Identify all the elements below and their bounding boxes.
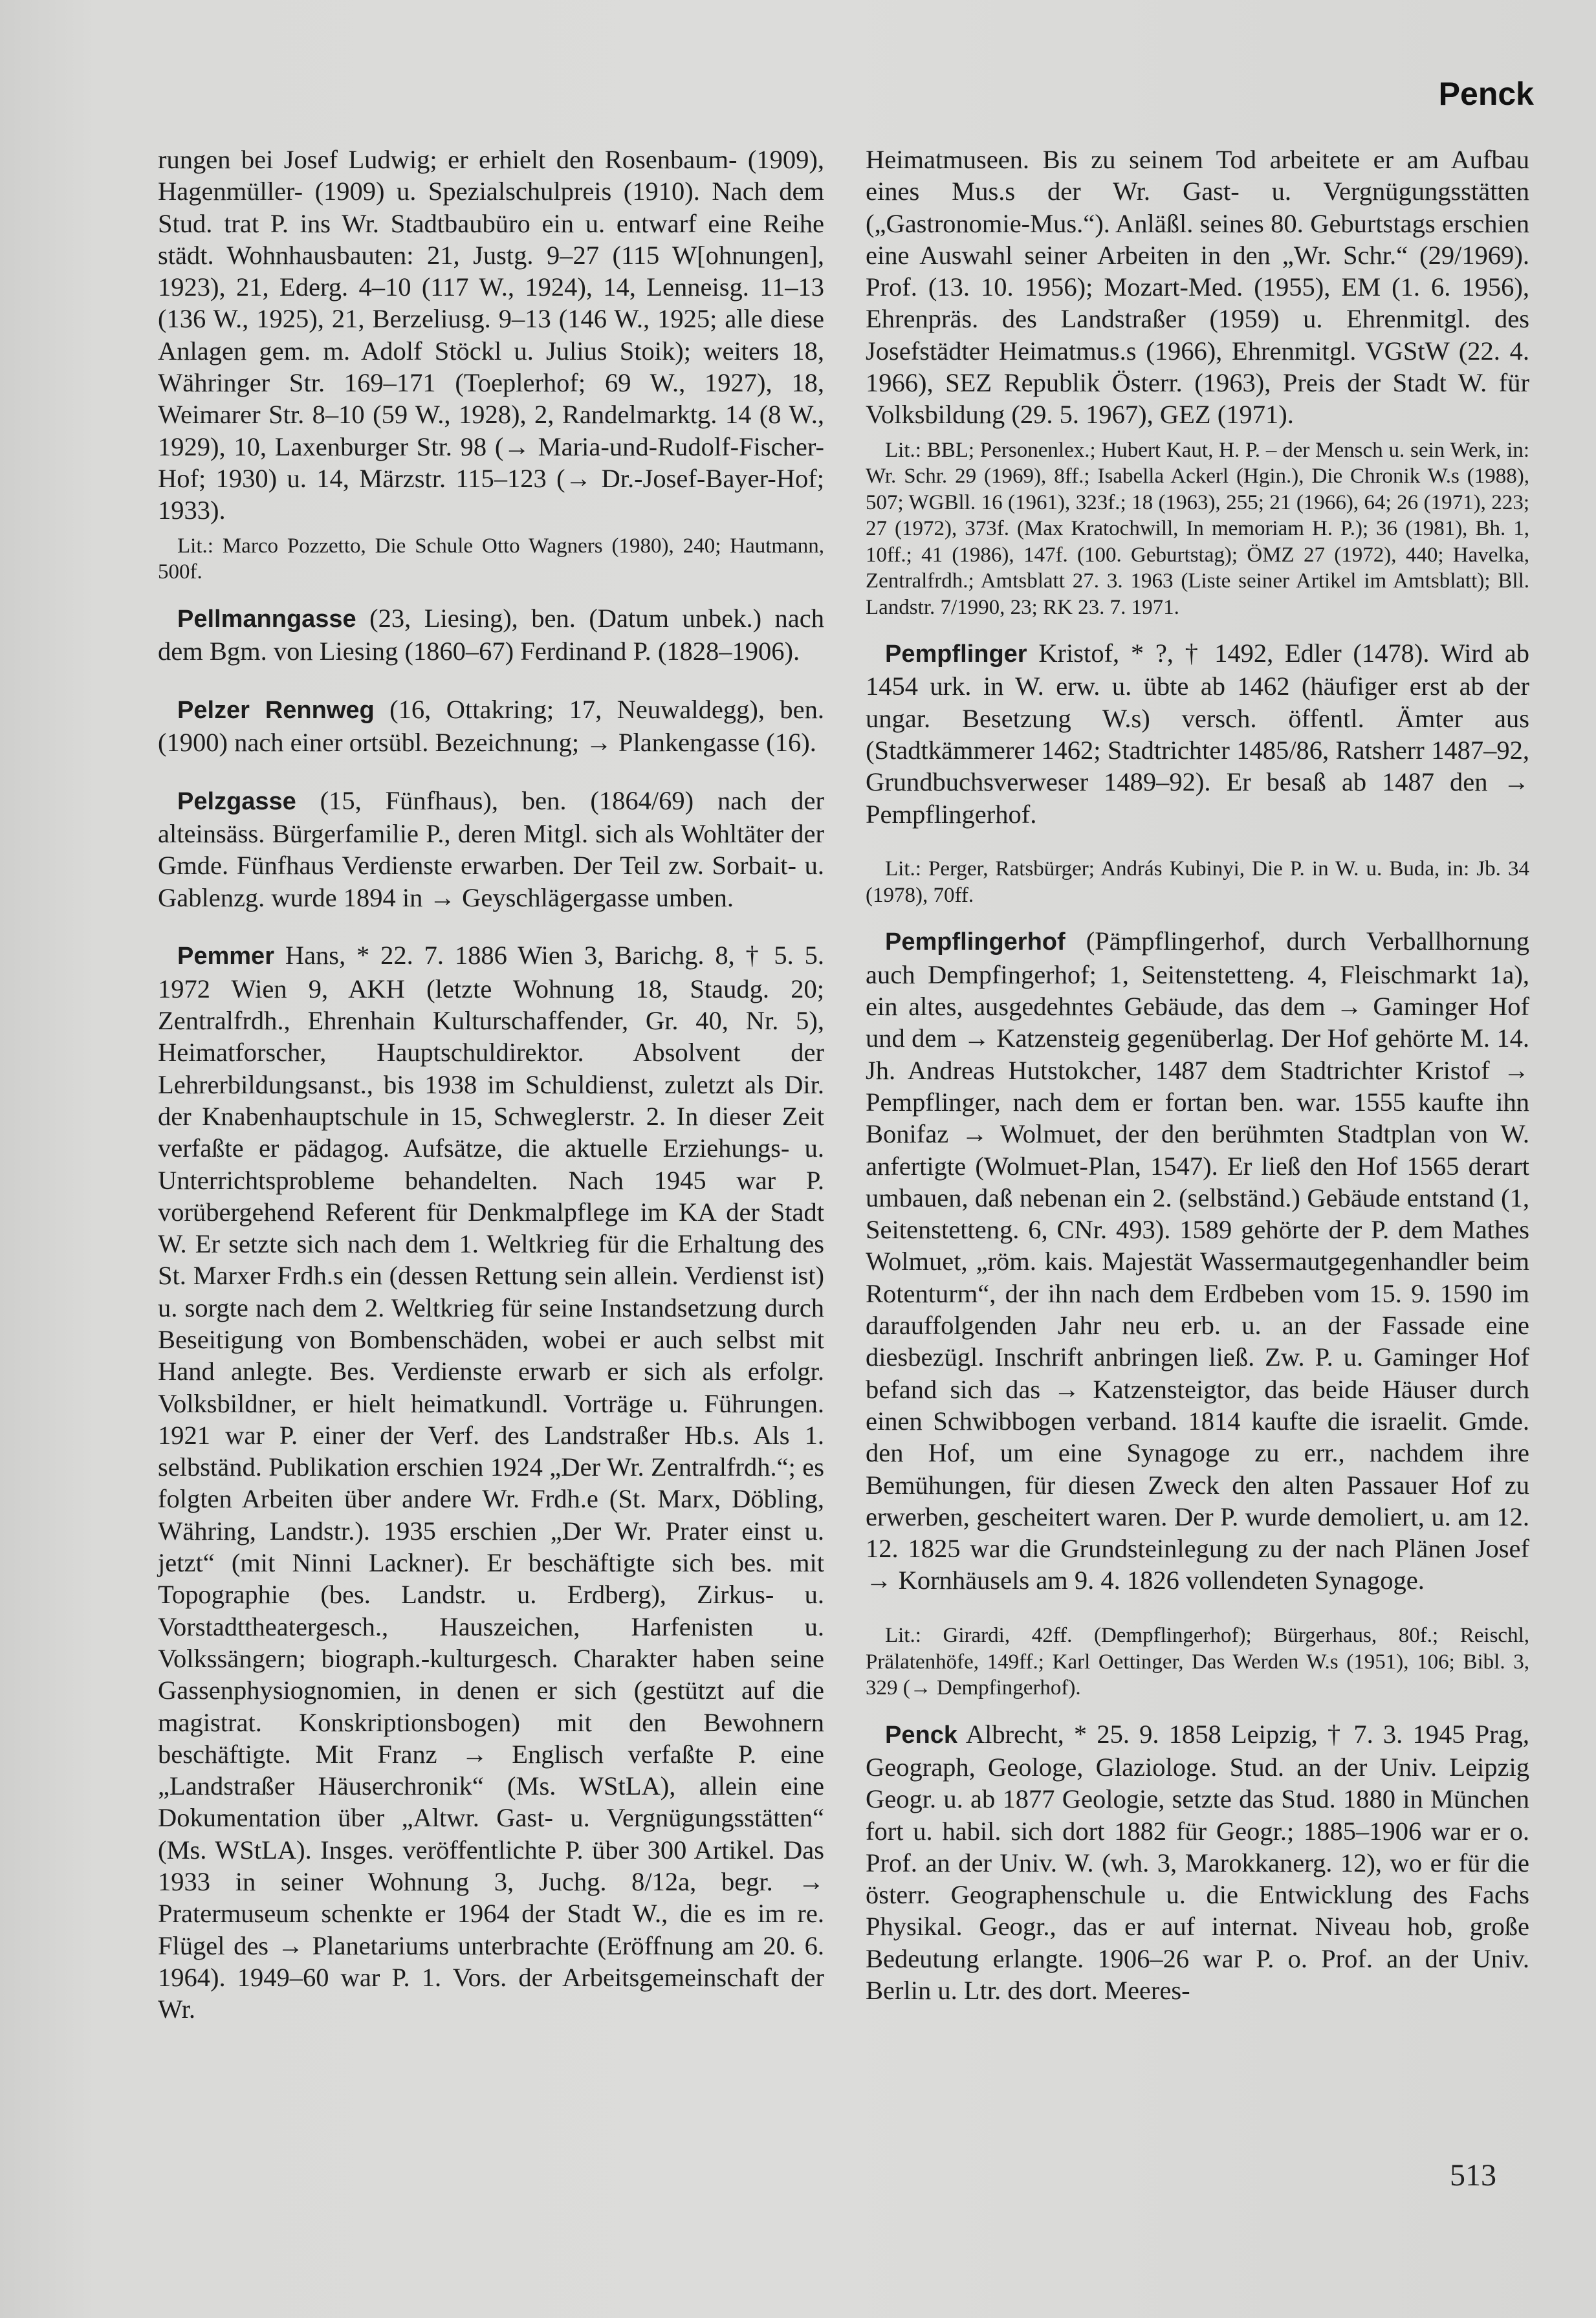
lemma: Penck bbox=[885, 1721, 957, 1749]
right-column bbox=[866, 144, 1529, 2033]
lemma: Pemmer bbox=[177, 943, 274, 970]
lemma: Pelzgasse bbox=[177, 787, 296, 815]
entry-pempflingerhof bbox=[866, 925, 1529, 1596]
left-column bbox=[158, 144, 824, 2051]
lemma: Pelzer Rennweg bbox=[177, 696, 375, 724]
lemma: Pempflingerhof bbox=[885, 928, 1066, 956]
entry-pemmer bbox=[158, 939, 824, 2025]
literature-note: Lit.: Marco Pozzetto, Die Schule Otto Wagners (1980), 240; Hautmann, 500f. bbox=[158, 534, 824, 584]
lemma: Pellmanngasse bbox=[177, 605, 356, 633]
entry-text: Hans, * 22. 7. 1886 Wien 3, Barichg. 8, † 5. 5. 1972 Wien 9, AKH (letzte Wohnung 18, Staudg. 20; Zentralfrdh., Ehrenhain Kulturschaffender, Gr. 40, Nr. 5), Heimatforscher, Hauptschuldirektor. Absolvent der Lehrerbildungsanst., bis 1938 im Schuldienst, zuletzt als Dir. der Knabenhauptschule in 15, Schweglerstr. 2. In dieser Zeit verfaßte er pädagog. Aufsätze, die aktuelle Erziehungs- u. Unterrichtsprobleme behandelten. Nach 1945 war P. vorübergehend Referent für Denkmalpflege im KA der Stadt W. Er setzte sich nach dem 1. Weltkrieg für die Erhaltung des St. Marxer Frdh.s ein (dessen Rettung sein allein. Verdienst ist) u. sorgte nach dem 2. Weltkrieg für seine Instandsetzung durch Beseitigung von Bombenschäden, wobei er auch selbst mit Hand anlegte. Bes. Verdienste erwarb er sich als erfolgr. Volksbildner, er hielt heimatkundl. Vorträge u. Führungen. 1921 war P. einer der Verf. des Landstraßer Hb.s. Als 1. selbständ. Publikation erschien 1924 „Der Wr. Zentralfrdh.“; es folgten Arbeiten über andere Wr. Frdh.e (St. Marx, Döbling, Währing, Landstr.). 1935 erschien „Der Wr. Prater einst u. jetzt“ (mit Ninni Lackner). Er beschäftigte sich bes. mit Topographie (bes. Landstr. u. Erdberg), Zirkus- u. Vorstadttheatergesch., Hauszeichen, Harfenisten u. Volkssängern; biograph.-kulturgesch. Charakter haben seine Gassenphysiognomien, in denen er sich (gestützt auf die magistrat. Konskriptionsbogen) mit den Bewohnern beschäftigte. Mit Franz → Englisch verfaßte P. eine „Landstraßer Häuserchronik“ (Ms. WStLA), allein eine Dokumentation über „Altwr. Gast- u. Vergnügungsstätten“ (Ms. WStLA). Insges. veröffentlichte P. über 300 Artikel. Das 1933 in seiner Wohnung 3, Juchg. 8/12a, begr. → Pratermuseum schenkte er 1964 der Stadt W., die es im re. Flügel des → Planetariums unterbrachte (Eröffnung am 20. 6. 1964). 1949–60 war P. 1. Vors. der Arbeitsgemeinschaft der Wr. bbox=[158, 941, 824, 2024]
literature-note: Lit.: Perger, Ratsbürger; András Kubinyi, Die P. in W. u. Buda, in: Jb. 34 (1978), 70ff. bbox=[866, 857, 1529, 907]
continuation-text: Heimatmuseen. Bis zu seinem Tod arbeitete er am Aufbau eines Mus.s der Wr. Gast- u. Vergnügungsstätten („Gastronomie-Mus.“). Anläßl. seines 80. Geburtstags erschien eine Auswahl seiner Arbeiten in den „Wr. Schr.“ (29/1969). Prof. (13. 10. 1956); Mozart-Med. (1955), EM (1. 6. 1956), Ehrenpräs. des Landstraßer (1959) u. Ehrenmitgl. des Josefstädter Heimatmus.s (1966), Ehrenmitgl. VGStW (22. 4. 1966), SEZ Republik Österr. (1963), Preis der Stadt W. für Volksbildung (29. 5. 1967), GEZ (1971). bbox=[866, 145, 1529, 430]
literature-note: Lit.: Girardi, 42ff. (Dempflingerhof); Bürgerhaus, 80f.; Reischl, Prälatenhöfe, 149ff.; Karl Oettinger, Das Werden W.s (1951), 106; Bibl. 3, 329 (→ Dempfingerhof). bbox=[866, 1624, 1529, 1700]
lemma: Pempflinger bbox=[885, 640, 1027, 668]
running-head: Penck bbox=[1438, 76, 1534, 112]
entry-text: Albrecht, * 25. 9. 1858 Leipzig, † 7. 3. 1945 Prag, Geograph, Geologe, Glaziologe. Stud. an der Univ. Leipzig Geogr. u. ab 1877 Geologie, setzte das Stud. 1880 in München fort u. habil. sich dort 1882 für Geogr.; 1885–1906 war er o. Prof. an der Univ. W. (wh. 3, Marokkanerg. 12), wo er für die österr. Geographenschule u. die Entwicklung des Fachs Physikal. Geogr., das er auf internat. Niveau hob, große Bedeutung erlangte. 1906–26 war P. o. Prof. an der Univ. Berlin u. Ltr. des dort. Meeres- bbox=[866, 1719, 1529, 2006]
entry-pellmanngasse bbox=[158, 602, 824, 668]
continuation-text: rungen bei Josef Ludwig; er erhielt den Rosenbaum- (1909), Hagenmüller- (1909) u. Spezialschulpreis (1910). Nach dem Stud. trat P. ins Wr. Stadtbaubüro ein u. entwarf eine Reihe städt. Wohnhausbauten: 21, Justg. 9–27 (115 W[ohnungen], 1923), 21, Ederg. 4–10 (117 W., 1924), 14, Lenneisg. 11–13 (136 W., 1925), 21, Berzeliusg. 9–13 (146 W., 1925; alle diese Anlagen gem. m. Adolf Stöckl u. Julius Stoik); weiters 18, Währinger Str. 169–171 (Toeplerhof; 69 W., 1927), 18, Weimarer Str. 8–10 (59 W., 1928), 2, Randelmarktg. 14 (8 W., 1929), 10, Laxenburger Str. 98 (→ Maria-und-Rudolf-Fischer-Hof; 1930) u. 14, Märzstr. 115–123 (→ Dr.-Josef-Bayer-Hof; 1933). bbox=[158, 145, 824, 525]
entry-text: (16, Ottakring; 17, Neuwaldegg), ben. (1900) nach einer ortsübl. Bezeichnung; → Plankengasse (16). bbox=[158, 694, 824, 757]
entry-pelzgasse bbox=[158, 785, 824, 913]
page-number: 513 bbox=[1450, 2158, 1496, 2192]
entry-text: (23, Liesing), ben. (Datum unbek.) nach dem Bgm. von Liesing (1860–67) Ferdinand P. (1828–1906). bbox=[158, 603, 824, 666]
literature-note: Lit.: BBL; Personenlex.; Hubert Kaut, H. P. – der Mensch u. sein Werk, in: Wr. Schr. 29 (1969), 8ff.; Isabella Ackerl (Hgin.), Die Chronik W.s (1988), 507; WGBll. 16 (1961), 323f.; 18 (1963), 255; 21 (1966), 64; 26 (1971), 223; 27 (1972), 373f. (Max Kratochwill, In memoriam H. P.); 36 (1981), Bh. 1, 10ff.; 41 (1986), 147f. (100. Geburtstag); ÖMZ 27 (1972), 440; Havelka, Zentralfrdh.; Amtsblatt 27. 3. 1963 (Liste seiner Artikel im Amtsblatt); Bll. Landstr. 7/1990, 23; RK 23. 7. 1971. bbox=[866, 438, 1529, 619]
entry-pempflinger bbox=[866, 637, 1529, 830]
entry-text: (Pämpflingerhof, durch Verballhornung auch Dempfingerhof; 1, Seitenstetteng. 4, Fleischmarkt 1a), ein altes, ausgedehntes Gebäude, das dem → Gaminger Hof und dem → Katzensteig gegenüberlag. Der Hof gehörte M. 14. Jh. Andreas Hutstokcher, 1487 dem Stadtrichter Kristof → Pempflinger, nach dem er fortan ben. war. 1555 kaufte ihn Bonifaz → Wolmuet, der den berühmten Stadtplan von W. anfertigte (Wolmuet-Plan, 1547). Er ließ den Hof 1565 derart umbauen, daß nebenan ein 2. (selbständ.) Gebäude entstand (1, Seitenstetteng. 6, CNr. 493). 1589 gehörte der P. dem Mathes Wolmuet, „röm. kais. Majestät Wassermautgegenhandler beim Rotenturm“, der ihn nach dem Erdbeben vom 15. 9. 1590 im darauffolgenden Jahr neu erb. u. an der Fassade eine diesbezügl. Inschrift anbringen ließ. Zw. P. u. Gaminger Hof befand sich das → Katzensteigtor, das beide Häuser durch einen Schwibbogen verband. 1814 kaufte die israelit. Gmde. den Hof, um eine Synagoge zu err., nachdem ihre Bemühungen, für diesen Zweck den alten Passauer Hof zu erwerben, gescheitert waren. Der P. wurde demoliert, u. am 12. 12. 1825 war die Grundsteinlegung zu der nach Plänen Josef → Kornhäusels am 9. 4. 1826 vollendeten Synagoge. bbox=[866, 926, 1529, 1595]
entry-text: Kristof, * ?, † 1492, Edler (1478). Wird ab 1454 urk. in W. erw. u. übte ab 1462 (häufiger erst ab der ungar. Besetzung W.s) versch. öffentl. Ämter aus (Stadtkämmerer 1462; Stadtrichter 1485/86, Ratsherr 1487–92, Grundbuchsverweser 1489–92). Er besaß ab 1487 den → Pempflingerhof. bbox=[866, 639, 1529, 829]
entry-penck bbox=[866, 1718, 1529, 2007]
entry-text: (15, Fünfhaus), ben. (1864/69) nach der alteinsäss. Bürgerfamilie P., deren Mitgl. sich als Wohltäter der Gmde. Fünfhaus Verdienste erwarben. Der Teil zw. Sorbait- u. Gablenzg. wurde 1894 in → Geyschlägergasse umben. bbox=[158, 785, 824, 912]
entry-pelzer-rennweg bbox=[158, 694, 824, 759]
